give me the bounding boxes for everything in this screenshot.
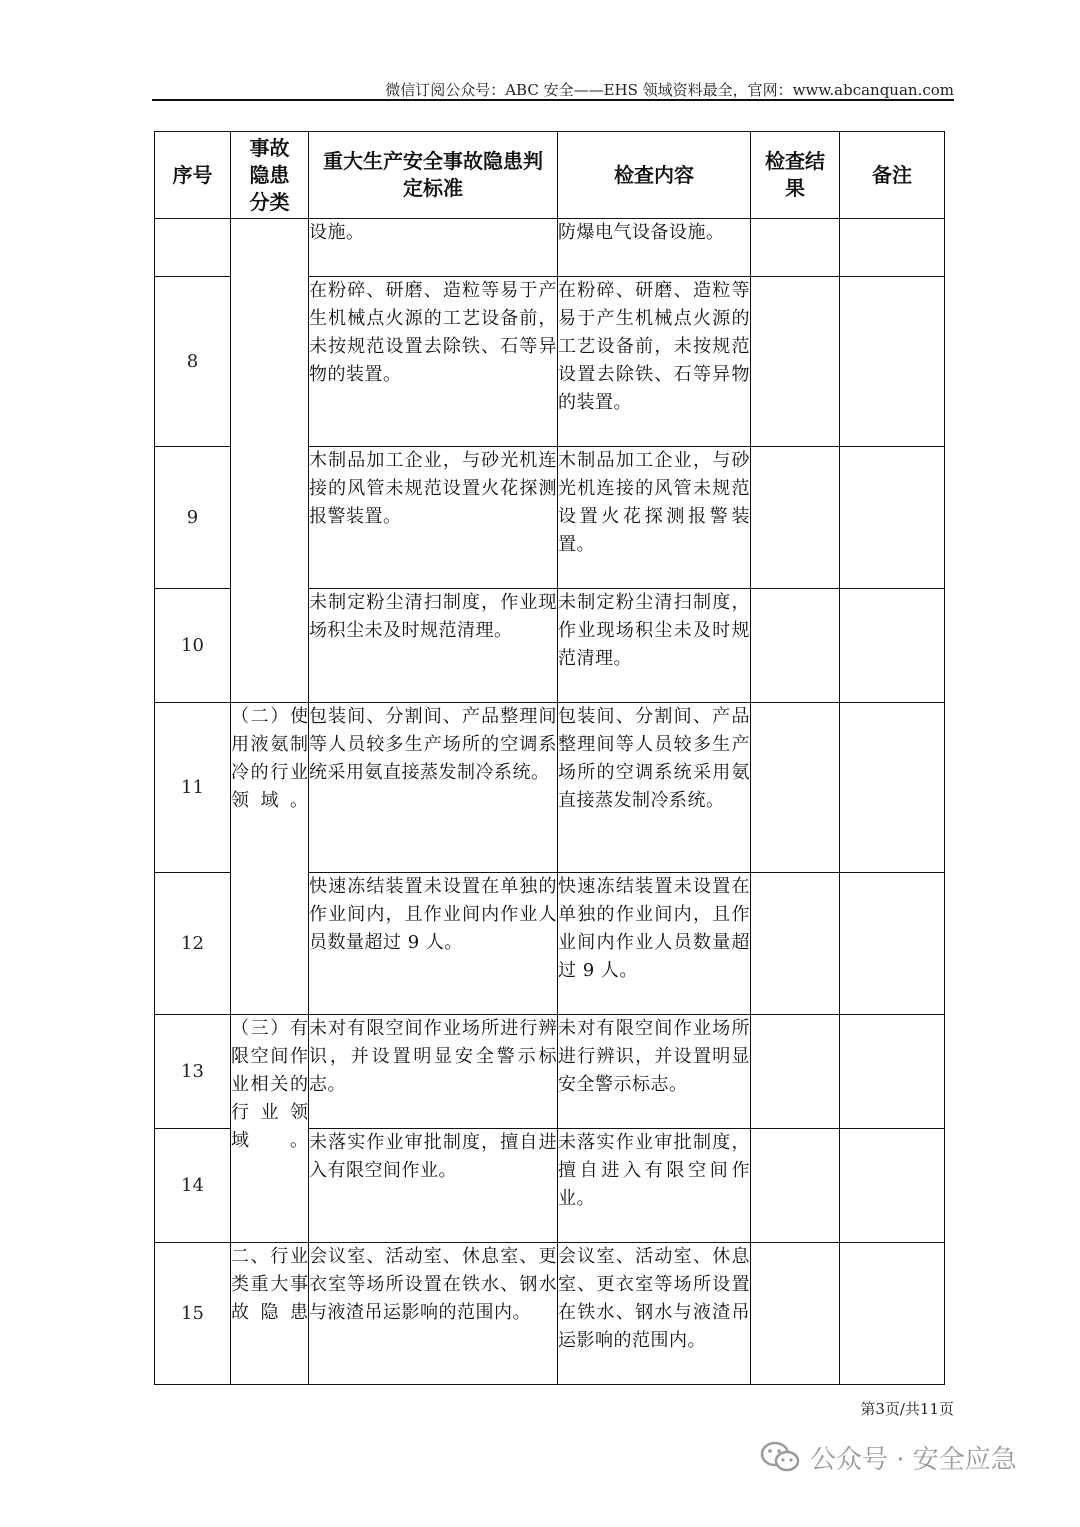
header-category-text: 事故隐患分类	[249, 135, 290, 214]
content-cell: 未对有限空间作业场所进行辨识，并设置明显安全警示标志。	[558, 1015, 751, 1129]
content-cell: 在粉碎、研磨、造粒等易于产生机械点火源的工艺设备前，未按规范设置去除铁、石等异物的装置。	[558, 277, 751, 447]
standard-cell: 未制定粉尘清扫制度，作业现场积尘未及时规范清理。	[309, 589, 558, 703]
table-row	[155, 1243, 945, 1385]
row-no: 15	[155, 1243, 231, 1385]
remark-cell	[840, 1129, 945, 1243]
remark-cell	[840, 219, 945, 277]
standard-cell: 包装间、分割间、产品整理间等人员较多生产场所的空调系统采用氨直接蒸发制冷系统。	[309, 703, 558, 873]
remark-cell	[840, 1243, 945, 1385]
content-cell: 未落实作业审批制度，擅自进入有限空间作业。	[558, 1129, 751, 1243]
result-cell	[751, 1129, 840, 1243]
standard-cell: 未落实作业审批制度，擅自进入有限空间作业。	[309, 1129, 558, 1243]
watermark	[760, 1432, 1017, 1482]
header-rule	[152, 99, 954, 101]
content-cell: 木制品加工企业，与砂光机连接的风管未规范设置火花探测报警装置。	[558, 447, 751, 589]
page-number: 第3页/共11页	[860, 1400, 954, 1418]
row-no: 11	[155, 703, 231, 873]
row-no	[155, 219, 231, 277]
remark-cell	[840, 1015, 945, 1129]
header-standard	[309, 132, 558, 219]
remark-cell	[840, 703, 945, 873]
row-no: 14	[155, 1129, 231, 1243]
table-row	[155, 219, 945, 277]
header-remark: 备注	[840, 132, 945, 219]
category-text: （二）使用液氨制冷的行业领域。	[231, 706, 308, 811]
content-cell: 防爆电气设备设施。	[558, 219, 751, 277]
row-no: 12	[155, 873, 231, 1015]
result-cell	[751, 873, 840, 1015]
remark-cell	[840, 447, 945, 589]
table-header-row	[155, 132, 945, 219]
standard-cell: 会议室、活动室、休息室、更衣室等场所设置在铁水、钢水与液渣吊运影响的范围内。	[309, 1243, 558, 1385]
header-standard-text: 重大生产安全事故隐患判定标准	[323, 149, 543, 200]
category-cell	[231, 1015, 309, 1243]
standard-cell: 快速冻结装置未设置在单独的作业间内，且作业间内作业人员数量超过 9 人。	[309, 873, 558, 1015]
result-cell	[751, 447, 840, 589]
result-cell	[751, 703, 840, 873]
content-cell: 未制定粉尘清扫制度，作业现场积尘未及时规范清理。	[558, 589, 751, 703]
remark-cell	[840, 589, 945, 703]
wechat-icon	[760, 1440, 800, 1474]
content-cell: 快速冻结装置未设置在单独的作业间内，且作业间内作业人员数量超过 9 人。	[558, 873, 751, 1015]
table-row	[155, 703, 945, 873]
row-no: 13	[155, 1015, 231, 1129]
header-result	[751, 132, 840, 219]
table-row	[155, 1015, 945, 1129]
category-text: 二、行业类重大事故隐患	[231, 1246, 308, 1323]
result-cell	[751, 277, 840, 447]
watermark-text: 公众号 · 安全应急	[810, 1444, 1017, 1475]
category-cell	[231, 219, 309, 703]
category-text: （三）有限空间作业相关的行业领域。	[231, 1018, 308, 1151]
row-no: 9	[155, 447, 231, 589]
result-cell	[751, 1243, 840, 1385]
hazard-checklist-table	[154, 131, 945, 1385]
standard-cell: 木制品加工企业，与砂光机连接的风管未规范设置火花探测报警装置。	[309, 447, 558, 589]
header-content: 检查内容	[558, 132, 751, 219]
remark-cell	[840, 873, 945, 1015]
page-header: 微信订阅公众号：ABC 安全——EHS 领域资料最全，官网：www.abcanquan.com	[385, 81, 954, 99]
header-seq: 序号	[155, 132, 231, 219]
category-cell	[231, 1243, 309, 1385]
result-cell	[751, 589, 840, 703]
category-cell	[231, 703, 309, 1015]
row-no: 8	[155, 277, 231, 447]
standard-cell: 未对有限空间作业场所进行辨识，并设置明显安全警示标志。	[309, 1015, 558, 1129]
header-result-text: 检查结果	[765, 149, 825, 200]
remark-cell	[840, 277, 945, 447]
result-cell	[751, 1015, 840, 1129]
content-cell: 会议室、活动室、休息室、更衣室等场所设置在铁水、钢水与液渣吊运影响的范围内。	[558, 1243, 751, 1385]
result-cell	[751, 219, 840, 277]
standard-cell: 在粉碎、研磨、造粒等易于产生机械点火源的工艺设备前，未按规范设置去除铁、石等异物的装置。	[309, 277, 558, 447]
standard-cell: 设施。	[309, 219, 558, 277]
content-cell: 包装间、分割间、产品整理间等人员较多生产场所的空调系统采用氨直接蒸发制冷系统。	[558, 703, 751, 873]
row-no: 10	[155, 589, 231, 703]
header-category	[231, 132, 309, 219]
